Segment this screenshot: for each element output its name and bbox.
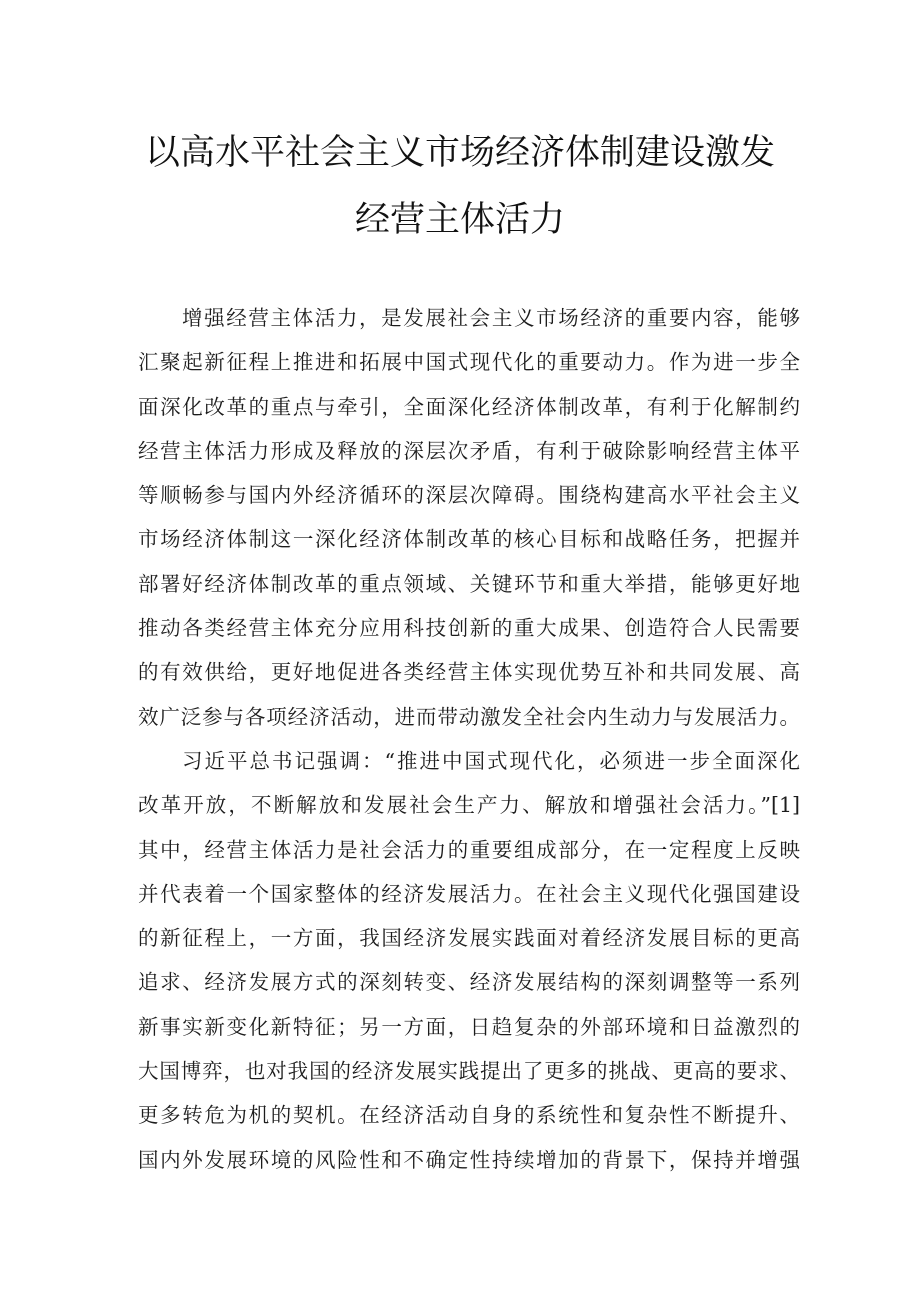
paragraph-line: 汇聚起新征程上推进和拓展中国式现代化的重要动力。作为进一步全: [138, 350, 800, 375]
paragraph-line: 的有效供给，更好地促进各类经营主体实现优势互补和共同发展、高: [138, 660, 800, 685]
paragraph-line: 推动各类经营主体充分应用科技创新的重大成果、创造符合人民需要: [138, 616, 800, 641]
paragraph-line: 增强经营主体活力，是发展社会主义市场经济的重要内容，能够: [182, 306, 800, 330]
paragraph-line: 更多转危为机的契机。在经济活动自身的系统性和复杂性不断提升、: [138, 1103, 800, 1128]
paragraph-line: 市场经济体制这一深化经济体制改革的核心目标和战略任务，把握并: [138, 527, 800, 552]
paragraph-line: 习近平总书记强调：“推进中国式现代化，必须进一步全面深化: [182, 748, 800, 773]
document-title-line-1: 以高水平社会主义市场经济体制建设激发: [144, 133, 775, 173]
paragraph-1: [138, 296, 800, 739]
document-body: [138, 296, 800, 1182]
paragraph-line: 改革开放，不断解放和发展社会生产力、解放和增强社会活力。”[1]: [138, 793, 800, 818]
paragraph-line: 追求、经济发展方式的深刻转变、经济发展结构的深刻调整等一系列: [138, 970, 800, 995]
paragraph-line: 的新征程上，一方面，我国经济发展实践面对着经济发展目标的更高: [138, 926, 800, 951]
paragraph-line: 并代表着一个国家整体的经济发展活力。在社会主义现代化强国建设: [138, 881, 800, 906]
paragraph-line: 部署好经济体制改革的重点领域、关键环节和重大举措，能够更好地: [138, 571, 800, 596]
document-title-line-2: 经营主体活力: [354, 200, 565, 240]
paragraph-line: 其中，经营主体活力是社会活力的重要组成部分，在一定程度上反映: [138, 837, 800, 862]
paragraph-line: 等顺畅参与国内外经济循环的深层次障碍。围绕构建高水平社会主义: [138, 483, 800, 508]
paragraph-line: 大国博弈，也对我国的经济发展实践提出了更多的挑战、更高的要求、: [138, 1059, 800, 1084]
paragraph-line: 经营主体活力形成及释放的深层次矛盾，有利于破除影响经营主体平: [138, 438, 800, 463]
paragraph-2: [138, 739, 800, 1182]
paragraph-line: 效广泛参与各项经济活动，进而带动激发全社会内生动力与发展活力。: [138, 704, 800, 729]
paragraph-line: 新事实新变化新特征；另一方面，日趋复杂的外部环境和日益激烈的: [138, 1014, 800, 1039]
paragraph-line: 国内外发展环境的风险性和不确定性持续增加的背景下，保持并增强: [138, 1147, 800, 1172]
paragraph-line: 面深化改革的重点与牵引，全面深化经济体制改革，有利于化解制约: [138, 394, 800, 419]
